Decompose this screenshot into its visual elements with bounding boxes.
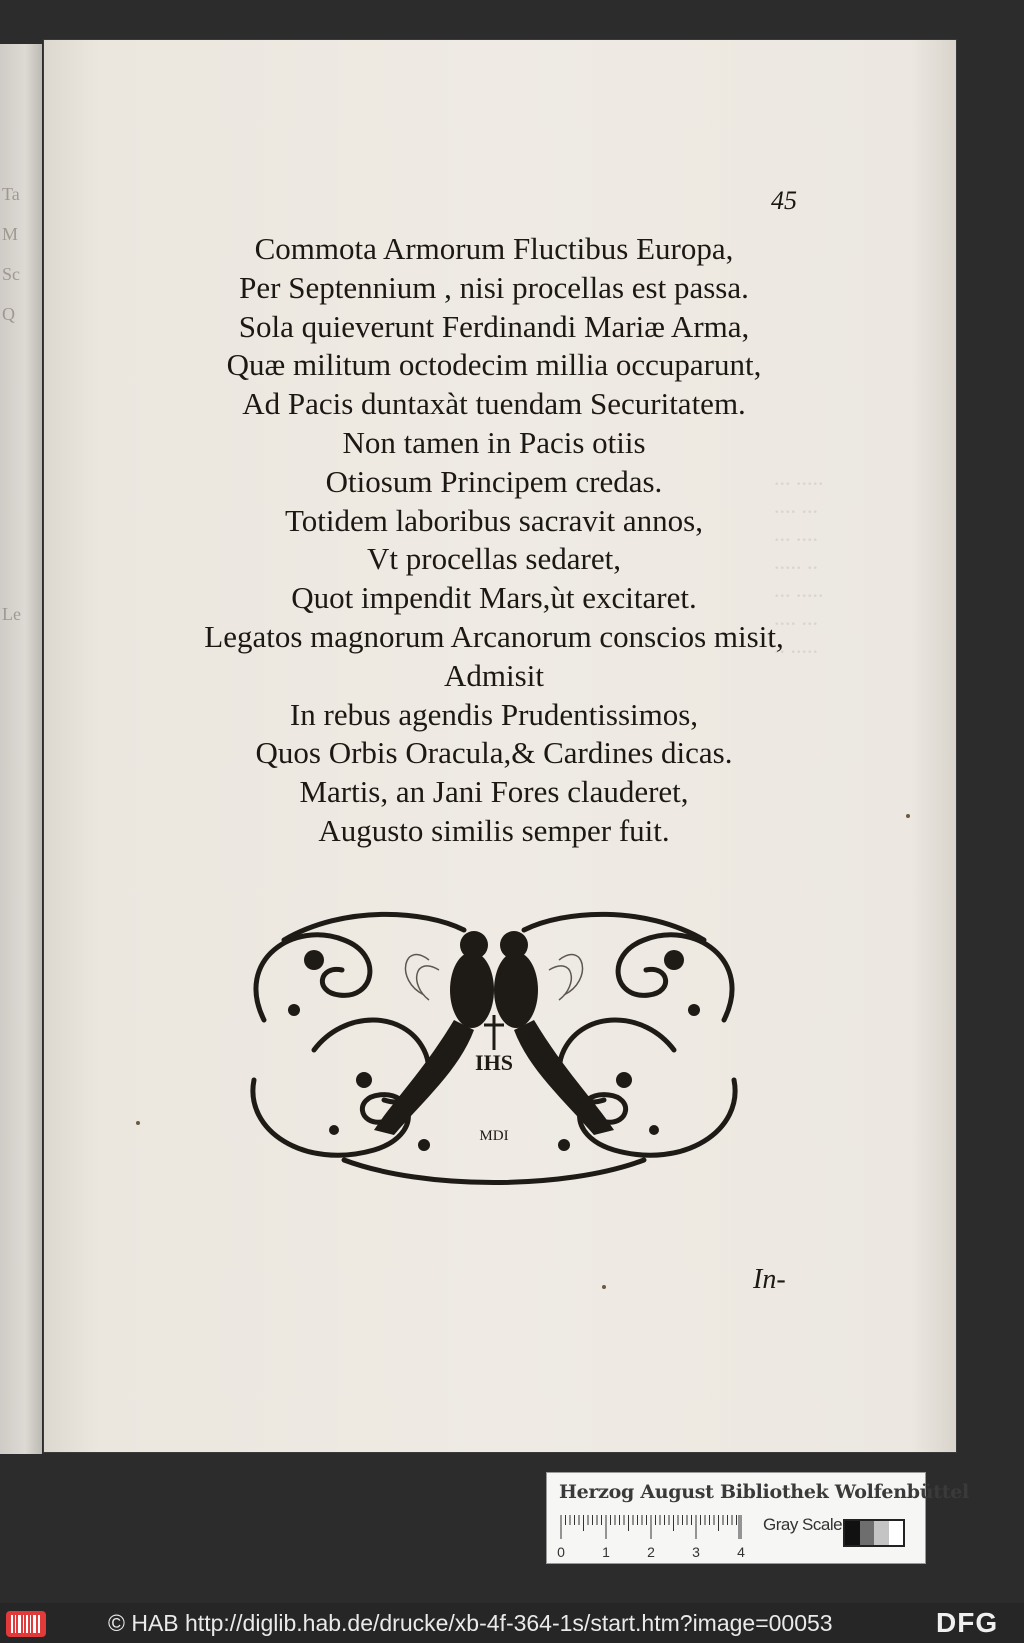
footer-url[interactable]: © HAB http://diglib.hab.de/drucke/xb-4f-364-1s/start.htm?image=00053 — [108, 1610, 833, 1636]
gray-swatch — [845, 1521, 860, 1545]
book-page — [44, 40, 956, 1452]
footer-bar — [0, 1603, 1024, 1643]
scale-number: 1 — [602, 1544, 610, 1560]
poem-line: Augusto similis semper fuit. — [318, 812, 670, 848]
poem-line: Ad Pacis duntaxàt tuendam Securitatem. — [242, 386, 746, 422]
gray-swatch — [874, 1521, 889, 1545]
library-scale-label — [546, 1472, 969, 1564]
page-number: 45 — [771, 186, 797, 215]
poem-line: Vt procellas sedaret, — [367, 541, 621, 577]
poem-line: Non tamen in Pacis otiis — [342, 424, 646, 460]
gray-scale-swatches — [843, 1519, 905, 1547]
scale-number: 0 — [557, 1544, 565, 1560]
poem-line: Per Septennium , nisi procellas est passa. — [239, 269, 749, 305]
show-through-text: ∙∙∙ ∙∙∙∙∙ ∙∙∙∙ ∙∙∙ ∙∙∙ ∙∙∙∙ ∙∙∙∙∙ ∙∙ ∙∙∙ ∙∙∙∙∙ ∙∙∙∙ ∙∙∙ ∙∙ ∙∙∙∙∙ — [774, 471, 824, 664]
page-speck — [602, 1285, 606, 1289]
scale-number: 4 — [737, 1544, 745, 1560]
gray-scale-label: Gray Scale — [763, 1515, 843, 1534]
catchword: In- — [753, 1264, 786, 1295]
poem-line: Quos Orbis Oracula,& Cardines dicas. — [255, 735, 733, 771]
poem-line: Otiosum Principem credas. — [325, 463, 663, 499]
poem-line: Quæ militum octodecim millia occuparunt, — [226, 347, 762, 383]
poem-line: Quot impendit Mars,ùt excitaret. — [291, 580, 697, 616]
page-speck — [906, 814, 910, 818]
poem-text — [154, 230, 834, 851]
dfg-logo: DFG — [936, 1607, 999, 1638]
poem-line: Commota Armorum Fluctibus Europa, — [254, 231, 734, 266]
scale-number: 3 — [692, 1544, 700, 1560]
barcode-icon — [6, 1611, 46, 1637]
previous-page-edge: Ta M Sc Q Le — [0, 44, 42, 1454]
ruler-scale — [559, 1513, 769, 1559]
poem-line: In rebus agendis Prudentissimos, — [289, 696, 699, 732]
gray-swatch — [860, 1521, 875, 1545]
page-speck — [136, 1121, 140, 1125]
poem-line: Martis, an Jani Fores clauderet, — [299, 774, 689, 810]
gray-swatch — [889, 1521, 904, 1545]
library-name: Herzog August Bibliothek Wolfenbüttel — [559, 1481, 969, 1503]
poem-line: Totidem laboribus sacravit annos, — [285, 502, 703, 538]
ornament-monogram: IHS — [475, 1050, 513, 1075]
poem-line: Legatos magnorum Arcanorum conscios misit, — [204, 618, 784, 654]
scale-number: 2 — [647, 1544, 655, 1560]
woodcut-ornament — [224, 900, 764, 1185]
poem-line: Admisit — [444, 657, 544, 693]
poem-line: Sola quieverunt Ferdinandi Mariæ Arma, — [238, 308, 750, 344]
ornament-date: MDI — [479, 1128, 509, 1144]
